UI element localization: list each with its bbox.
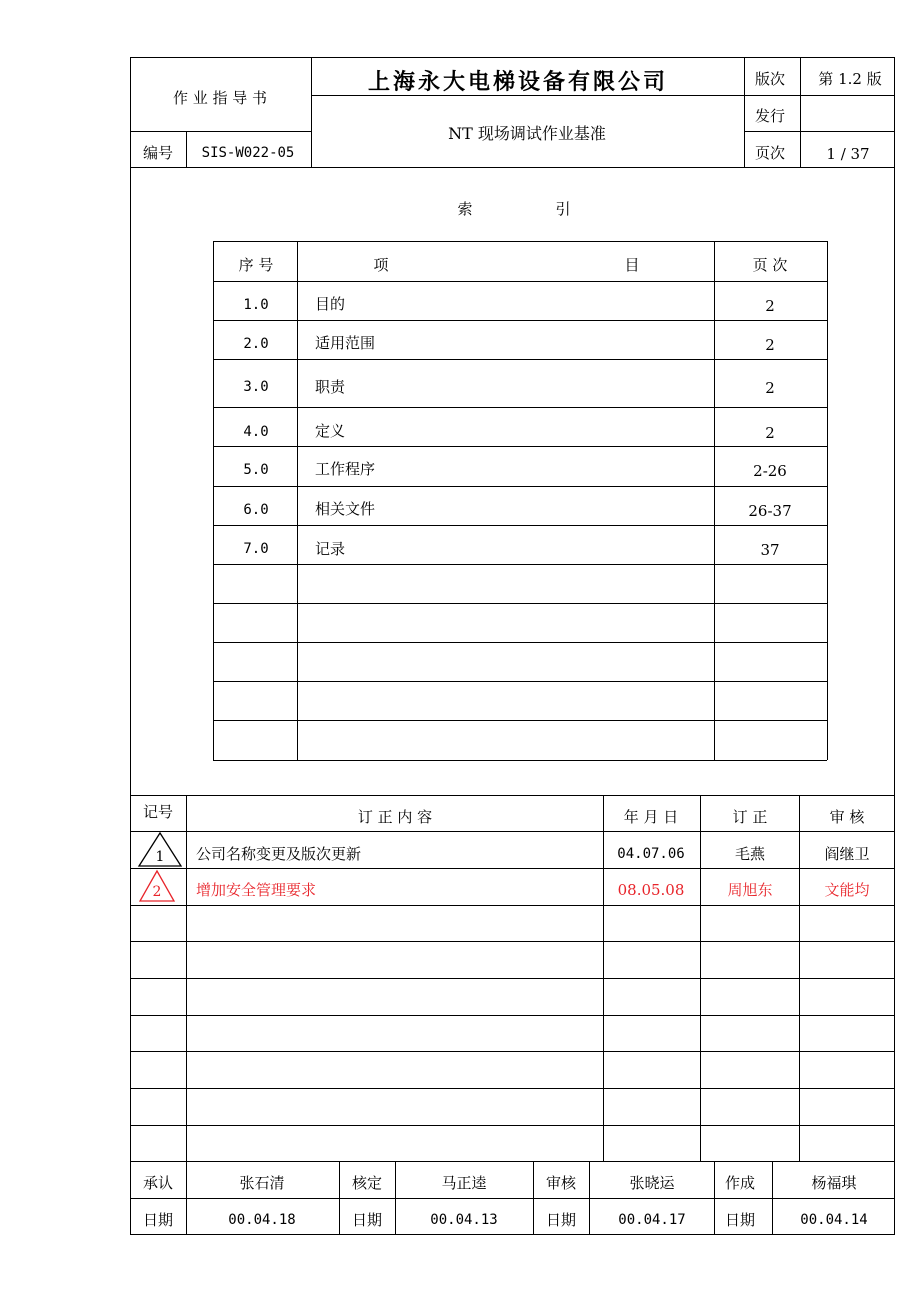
version-value: 第 1.2 版 [818, 70, 882, 88]
revision-line [130, 1015, 895, 1016]
signoff-line [772, 1161, 773, 1235]
revision-reviser: 毛燕 [734, 845, 766, 863]
revision-mark-triangle-icon [137, 831, 183, 868]
index-line [213, 241, 827, 242]
version-label: 版次 [754, 70, 786, 88]
index-line [213, 241, 214, 760]
doc-title: NT 现场调试作业基准 [448, 124, 606, 143]
revision-line [186, 795, 187, 1161]
code-label: 编号 [142, 144, 174, 162]
index-col-no: 序 号 [238, 256, 274, 274]
confirm-date: 00.04.13 [430, 1212, 498, 1228]
index-row-no: 6.0 [243, 502, 269, 518]
revision-line [130, 1088, 895, 1089]
approve-label: 承认 [142, 1174, 174, 1192]
index-line [297, 241, 298, 760]
header-line [130, 167, 895, 168]
revision-approver: 阎继卫 [824, 845, 870, 863]
revision-col-mark: 记号 [142, 803, 174, 821]
revision-col-date: 年 月 日 [623, 808, 679, 826]
revision-line [603, 795, 604, 1161]
header-line [311, 57, 312, 167]
index-line [213, 603, 827, 604]
index-row-page: 2 [765, 297, 775, 315]
index-row-item: 相关文件 [315, 500, 376, 518]
header-line [744, 57, 745, 167]
revision-content: 公司名称变更及版次更新 [196, 845, 362, 863]
author-label: 作成 [724, 1174, 756, 1192]
signoff-line [714, 1161, 715, 1235]
revision-line [799, 795, 800, 1161]
revision-date: 04.07.06 [617, 846, 685, 862]
index-line [213, 446, 827, 447]
revision-line [130, 905, 895, 906]
index-row-item: 工作程序 [315, 460, 376, 478]
page-label: 页次 [754, 144, 786, 162]
approve-date-label: 日期 [142, 1211, 174, 1229]
confirm-name: 马正逵 [441, 1174, 487, 1192]
index-row-item: 记录 [315, 540, 346, 558]
review-name: 张晓运 [629, 1174, 675, 1192]
index-line [213, 642, 827, 643]
revision-approver: 文能均 [824, 881, 870, 899]
index-line [213, 320, 827, 321]
index-col-page: 页 次 [752, 256, 788, 274]
revision-reviser: 周旭东 [727, 881, 773, 899]
revision-line [130, 831, 895, 832]
approve-name: 张石清 [239, 1174, 285, 1192]
header-line [186, 131, 187, 167]
index-row-page: 2 [765, 336, 775, 354]
confirm-date-label: 日期 [351, 1211, 383, 1229]
doc-type: 作 业 指 导 书 [172, 89, 268, 107]
header-line [800, 57, 801, 167]
index-row-item: 适用范围 [315, 334, 376, 352]
index-row-no: 4.0 [243, 424, 269, 440]
revision-mark-triangle-icon [138, 869, 176, 903]
index-row-item: 职责 [315, 378, 346, 396]
revision-line [130, 978, 895, 979]
signoff-line [130, 1198, 895, 1199]
author-date-label: 日期 [724, 1211, 756, 1229]
index-line [213, 681, 827, 682]
index-line [213, 525, 827, 526]
signoff-line [395, 1161, 396, 1235]
review-label: 审核 [545, 1174, 577, 1192]
signoff-line [186, 1161, 187, 1235]
revision-line [700, 795, 701, 1161]
index-line [827, 241, 828, 760]
index-row-no: 7.0 [243, 541, 269, 557]
index-heading-right: 引 [555, 200, 571, 218]
author-name: 杨福琪 [811, 1174, 857, 1192]
revision-content: 增加安全管理要求 [196, 881, 317, 899]
revision-line [130, 1125, 895, 1126]
author-date: 00.04.14 [800, 1212, 868, 1228]
company-name: 上海永大电梯设备有限公司 [367, 69, 669, 95]
index-row-item: 定义 [315, 422, 346, 440]
approve-date: 00.04.18 [228, 1212, 296, 1228]
revision-line [130, 1051, 895, 1052]
index-row-no: 3.0 [243, 379, 269, 395]
revision-col-reviser: 订 正 [732, 808, 768, 826]
index-line [213, 486, 827, 487]
revision-line [130, 868, 895, 869]
signoff-line [533, 1161, 534, 1235]
code-value: SIS-W022-05 [201, 145, 295, 161]
index-line [213, 720, 827, 721]
revision-date: 08.05.08 [617, 881, 685, 899]
review-date: 00.04.17 [618, 1212, 686, 1228]
review-date-label: 日期 [545, 1211, 577, 1229]
revision-mark-number: 1 [155, 849, 165, 865]
index-col-item-right: 目 [624, 256, 640, 274]
index-row-page: 26-37 [748, 502, 792, 520]
page-value: 1 / 37 [826, 145, 870, 163]
issue-label: 发行 [754, 107, 786, 125]
index-heading-left: 索 [457, 200, 473, 218]
signoff-line [339, 1161, 340, 1235]
revision-col-content: 订 正 内 容 [357, 808, 433, 826]
revision-col-approver: 审 核 [829, 808, 865, 826]
index-line [213, 359, 827, 360]
revision-line [130, 795, 895, 796]
index-row-page: 2 [765, 379, 775, 397]
signoff-line [589, 1161, 590, 1235]
document-frame [130, 57, 895, 1235]
index-row-no: 2.0 [243, 336, 269, 352]
index-line [213, 760, 827, 761]
header-line [744, 95, 895, 96]
header-line [744, 131, 895, 132]
confirm-label: 核定 [351, 1174, 383, 1192]
header-line [130, 131, 311, 132]
index-row-page: 2-26 [753, 462, 787, 480]
index-row-page: 2 [765, 424, 775, 442]
index-line [213, 407, 827, 408]
index-row-no: 5.0 [243, 462, 269, 478]
revision-mark-number: 2 [152, 884, 162, 900]
index-line [213, 564, 827, 565]
index-row-no: 1.0 [243, 297, 269, 313]
index-row-item: 目的 [315, 295, 346, 313]
index-line [714, 241, 715, 760]
index-line [213, 281, 827, 282]
revision-line [130, 941, 895, 942]
index-col-item-left: 项 [373, 256, 389, 274]
revision-line [130, 1161, 895, 1162]
index-row-page: 37 [760, 541, 780, 559]
